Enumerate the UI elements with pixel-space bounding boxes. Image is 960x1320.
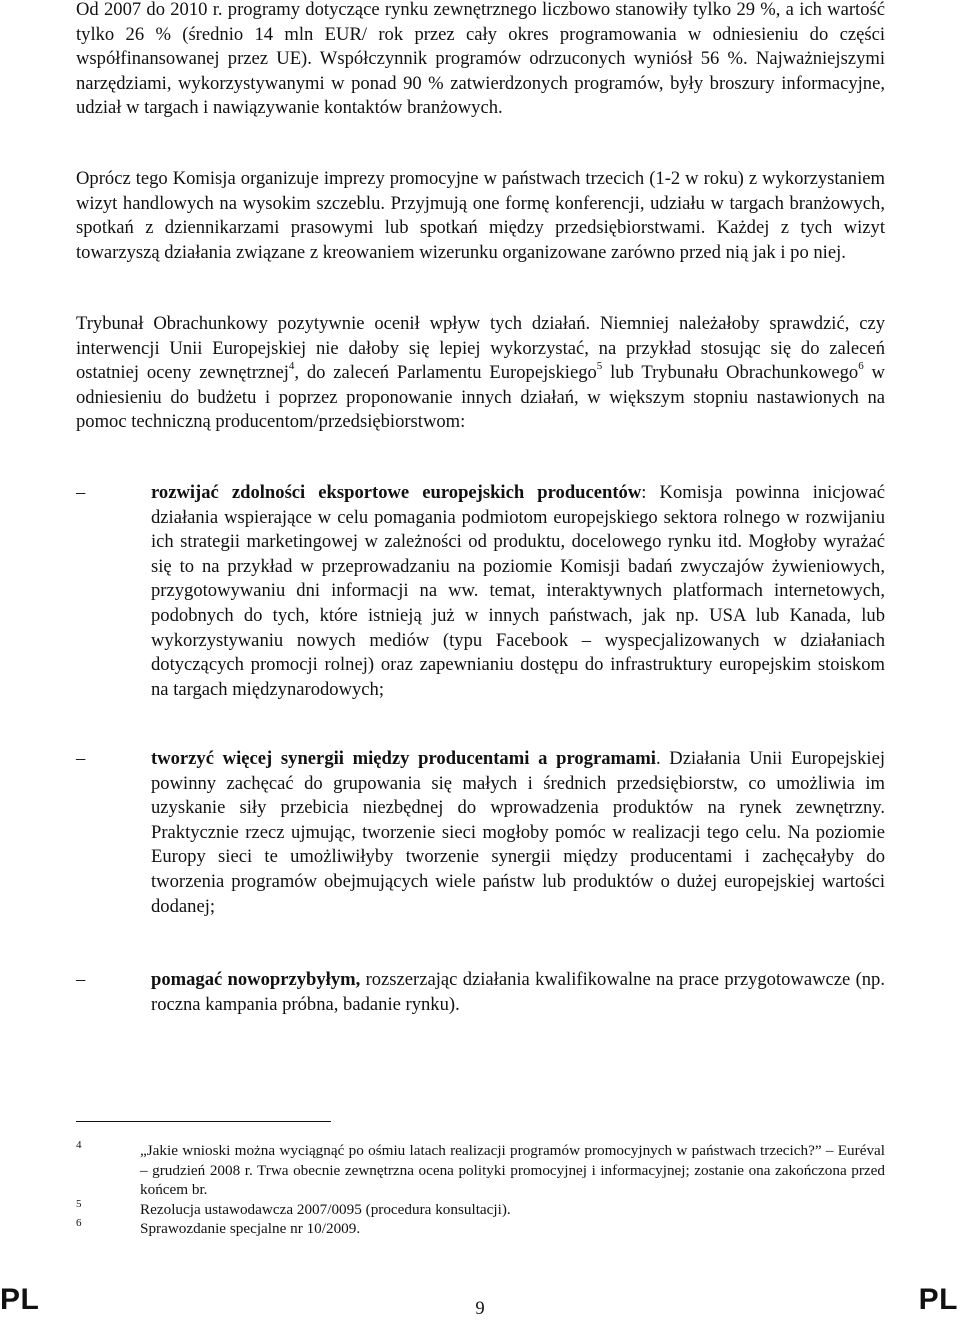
footnote-5 [76,1197,885,1220]
footnote-number: 5 [76,1197,82,1210]
footnote-number: 4 [76,1139,82,1151]
footnote-6 [76,1219,885,1239]
footer-language-left: PL [0,1283,40,1316]
paragraph-promotional-events: Oprócz tego Komisja organizuje imprezy promocyjne w państwach trzecich (1-2 w roku) z wykorzystaniem wizyt handlowych na wysokim szczeblu. Przyjmują one formę konferencji, udziału w targach branżowych, spotkań z dziennikarzami prasowymi lub spotkań między przedsiębiorstwami. Każdej z tych wizyt towarzyszą działania związane z kreowaniem wizerunku organizowane zarówno przed nią jak i po niej. [76,168,885,263]
list-item-title: pomagać nowoprzybyłym, [151,969,361,990]
paragraph-text: w odniesieniu do budżetu i poprzez proponowanie innych działań, w większym stopniu nastawionych na pomoc techniczną producentom/przedsiębiorstwom: [76,362,885,433]
list-item [76,481,885,702]
recommendations-list [76,968,885,1017]
list-item [76,968,885,1017]
list-item-title: tworzyć więcej synergii między producentami a programami [151,748,656,769]
list-item-text: : Komisja powinna inicjować działania wspierające w celu pomagania podmiotom europejskiego sektora rolnego w rozwijaniu ich strategii marketingowej w zależności od produktu, docelowego rynku itd. Mogłoby wyrażać się to na przykład w przeprowadzaniu na poziomie Komisji badań zwyczajów żywieniowych, przygotowywaniu dni informacji na ww. temat, interaktywnych platformach internetowych, podobnych do tych, które istnieją już w innych państwach, jak np. USA lub Kanada, lub wykorzystywaniu nowych mediów (typu Facebook – wyspecjalizowanych w działaniach dotyczących promocji rolnej) oraz zapewnianiu dostępu do infrastruktury europejskim stoiskom na targach międzynarodowych; [151,482,885,700]
list-item-text: rozszerzając działania kwalifikowalne na prace przygotowawcze (np. roczna kampania próbna, badanie rynku). [151,969,886,1015]
list-dash: – [76,748,86,769]
footnote-separator [76,1121,331,1122]
paragraph-text: Trybunał Obrachunkowy pozytywnie ocenił wpływ tych działań. Niemniej należałoby sprawdzić, czy interwencji Unii Europejskiej nie dałoby się lepiej wykorzystać, na przykład stosując się do zaleceń ostatniej oceny zewnętrznej [76,313,885,384]
footnotes [76,1141,885,1239]
paragraph-text: lub Trybunału Obrachunkowego [602,362,859,384]
footnote-ref-6[interactable]: 6 [858,360,864,372]
page-number: 9 [475,1298,485,1319]
footnote-ref-5[interactable]: 5 [596,360,603,372]
footnote-text: Sprawozdanie specjalne nr 10/2009. [140,1220,361,1238]
list-item-text: . Działania Unii Europejskiej powinny zachęcać do grupowania się małych i średnich przedsiębiorstw, co umożliwia im uzyskanie siły przebicia niezbędnej do wprowadzenia produktów na rynek zewnętrzny. Praktycznie rzecz ujmując, tworzenie sieci mogłoby pomóc w realizacji tego celu. Na poziomie Europy sieci te umożliwiłyby tworzenie synergii między producentami i zachęcałyby do tworzenia programów obejmujących wiele państw lub produktów o dużej europejskiej wartości dodanej; [151,748,885,917]
recommendations-list [76,747,885,919]
recommendations-list [76,481,885,702]
paragraph-court-of-auditors [76,312,885,435]
list-dash: – [76,969,86,990]
footnote-ref-4[interactable]: 4 [288,360,295,372]
list-dash: – [76,482,86,503]
footnote-4 [76,1141,885,1200]
footnote-text: „Jakie wnioski można wyciągnąć po ośmiu latach realizacji programów promocyjnych w państwach trzecich?” – Euréval – grudzień 2008 r. Trwa obecnie zewnętrzna ocena polityki promocyjnej i informacyjnej; zostanie ona zakończona przed końcem br. [140,1142,885,1199]
footnote-number: 6 [76,1217,82,1230]
paragraph-text: , do zaleceń Parlamentu Europejskiego [294,362,597,384]
list-item [76,747,885,919]
footer-language-right: PL [918,1283,958,1316]
list-item-title: rozwijać zdolności eksportowe europejskich producentów [151,482,642,503]
paragraph-external-market-programs: Od 2007 do 2010 r. programy dotyczące rynku zewnętrznego liczbowo stanowiły tylko 29 %, a ich wartość tylko 26 % (średnio 14 mln EUR/ rok przez cały okres programowania w odniesieniu do części współfinansowanej przez UE). Współczynnik programów odrzuconych wyniósł 56 %. Najważniejszymi narzędziami, wykorzystywanymi w ponad 90 % zatwierdzonych programów, były broszury informacyjne, udział w targach i nawiązywanie kontaktów branżowych. [76,0,885,119]
footnote-text: Rezolucja ustawodawcza 2007/0095 (procedura konsultacji). [140,1200,511,1218]
